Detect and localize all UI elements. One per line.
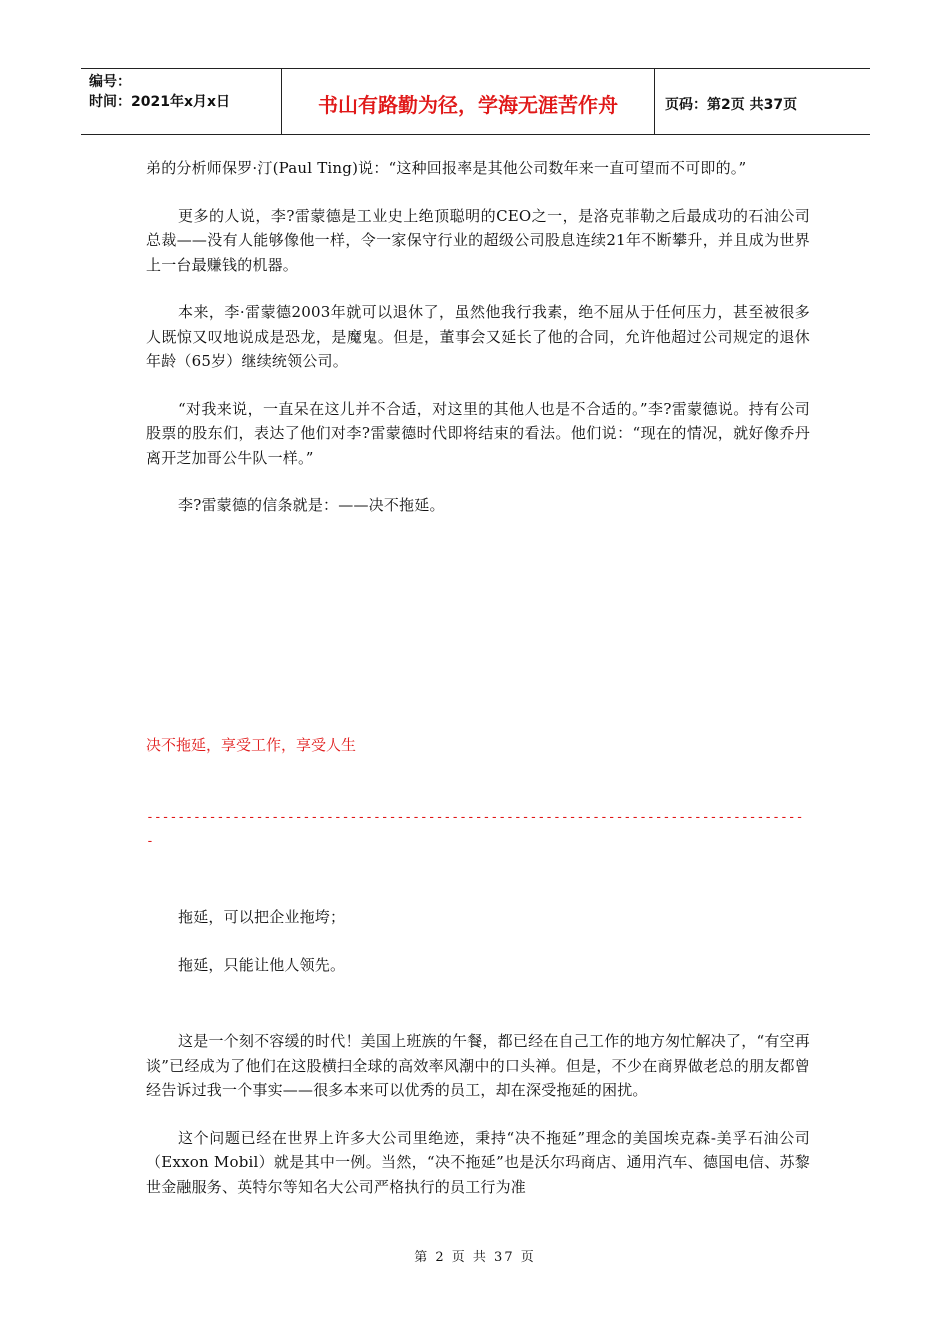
section-title: 决不拖延，享受工作，享受人生: [146, 736, 357, 754]
header-meta: [81, 69, 282, 134]
page-header: [81, 68, 870, 135]
header-page-number: 页码：第2页 共37页: [665, 96, 798, 113]
header-motto: 书山有路勤为径，学海无涯苦作舟: [282, 69, 655, 134]
quote-line-1: 拖延，可以把企业拖垮；: [178, 908, 346, 926]
paragraph-6: 这是一个刻不容缓的时代！美国上班族的午餐，都已经在自己工作的地方匆忙解决了，“有空再谈”已经成为了他们在这股横扫全球的高效率风潮中的口头禅。但是，不少在商界做老总的朋友都曾经告诉过我一个事实——很多本来可以优秀的员工，却在深受拖延的困扰。: [146, 1032, 810, 1099]
quote-line-2: 拖延，只能让他人领先。: [178, 955, 346, 974]
paragraph-3: 本来，李·雷蒙德2003年就可以退休了，虽然他我行我素，绝不屈从于任何压力，甚至被很多人既惊又叹地说成是恐龙，是魔鬼。但是，董事会又延长了他的合同，允许他超过公司规定的退休年龄（65岁）继续统领公司。: [146, 303, 810, 370]
paragraph-4: “对我来说，一直呆在这儿并不合适，对这里的其他人也是不合适的。”李?雷蒙德说。持有公司股票的股东们，表达了他们对李?雷蒙德时代即将结束的看法。他们说：“现在的情况，就好像乔丹离开芝加哥公牛队一样。”: [146, 399, 810, 467]
section-divider: -------------------------------------------------------------------------------------: [146, 810, 804, 849]
date-label: 时间：2021年x月x日: [89, 94, 231, 110]
document-body-continued: [146, 905, 810, 1222]
paragraph-7: 这个问题已经在世界上许多大公司里绝迹，秉持“决不拖延”理念的美国埃克森-美孚石油公司（Exxon Mobil）就是其中一例。当然，“决不拖延”也是沃尔玛商店、通用汽车、德国电信、苏黎世金融服务、英特尔等知名大公司严格执行的员工行为准: [146, 1128, 810, 1196]
document-body: [146, 156, 810, 541]
paragraph-2: 更多的人说，李?雷蒙德是工业史上绝顶聪明的CEO之一，是洛克菲勒之后最成功的石油公司总裁——没有人能够像他一样，令一家保守行业的超级公司股息连续21年不断攀升，并且成为世界上一台最赚钱的机器。: [146, 206, 810, 274]
number-label: 编号：: [89, 74, 131, 90]
paragraph-5: 李?雷蒙德的信条就是：——决不拖延。: [178, 496, 445, 514]
page-footer: 第 2 页 共 37 页: [414, 1250, 536, 1265]
paragraph-1: 弟的分析师保罗·汀(Paul Ting)说：“这种回报率是其他公司数年来一直可望而不可即的。”: [146, 159, 747, 177]
